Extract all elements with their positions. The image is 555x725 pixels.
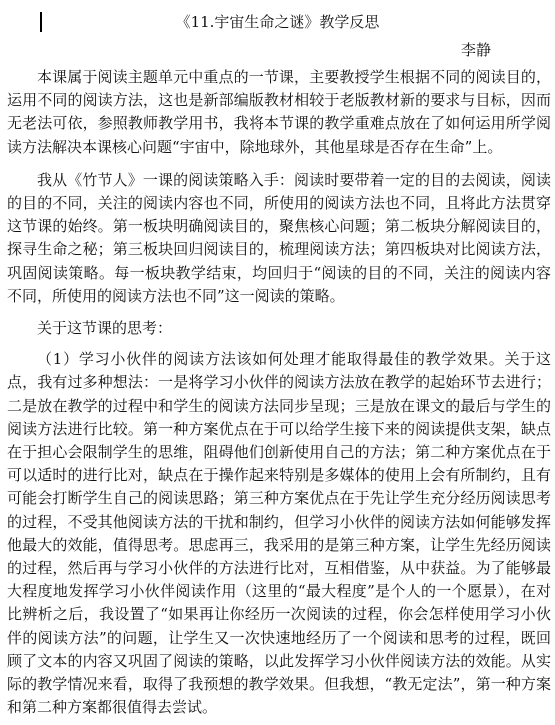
paragraph-1: 本课属于阅读主题单元中重点的一节课，主要教授学生根据不同的阅读目的，运用不同的阅读方法，这也是新部编版教材相较于老版教材新的要求与目标，因而无老法可依，参照教师教学用书，我将本节课的教学重难点放在了如何运用所学阅读方法解决本课核心问题“宇宙中，除地球外，其他星球是否存在生命”上。 <box>7 68 551 156</box>
paragraph-3: 关于这节课的思考： <box>37 319 173 338</box>
document-title: 《11.宇宙生命之谜》教学反思 <box>175 13 380 31</box>
document-author: 李静 <box>460 41 491 59</box>
document-body <box>7 66 551 719</box>
paragraph-2: 我从《竹节人》一课的阅读策略入手：阅读时要带着一定的目的去阅读，阅读的目的不同，关注的阅读内容也不同，所使用的阅读方法也不同，且将此方法贯穿这节课的始终。第一板块明确阅读目的，聚焦核心问题；第二板块分解阅读目的，探寻生命之秘；第三板块回归阅读目的，梳理阅读方法；第四板块对比阅读方法，巩固阅读策略。每一板块教学结束，均回归于“阅读的目的不同，关注的阅读内容不同，所使用的阅读方法也不同”这一阅读的策略。 <box>7 170 551 305</box>
paragraph-4: （1）学习小伙伴的阅读方法该如何处理才能取得最佳的教学效果。关于这点，我有过多种想法：一是将学习小伙伴的阅读方法放在教学的起始环节去进行；二是放在教学的过程中和学生的阅读方法同步呈现；三是放在课文的最后与学生的阅读方法进行比较。第一种方案优点在于可以给学生接下来的阅读提供支架，缺点在于担心会限制学生的思维，阻碍他们创新使用自己的方法；第二种方案优点在于可以适时的进行比对，缺点在于操作起来特别是多媒体的使用上会有所制约，且有可能会打断学生自己的阅读思路；第三种方案优点在于先让学生充分经历阅读思考的过程，不受其他阅读方法的干扰和制约，但学习小伙伴的阅读方法如何能够发挥他最大的效能，值得思考。思虑再三，我采用的是第三种方案，让学生先经历阅读的过程，然后再与学习小伙伴的方法进行比对，互相借鉴，从中获益。为了能够最大程度地发挥学习小伙伴阅读作用（这里的“最大程度”是个人的一个愿景），在对比辨析之后，我设置了“如果再让你经历一次阅读的过程，你会怎样使用学习小伙伴的阅读方法”的问题，让学生又一次快速地经历了一个阅读和思考的过程，既回顾了文本的内容又巩固了阅读的策略，以此发挥学习小伙伴阅读方法的效能。从实际的教学情况来看，取得了我预想的教学效果。但我想，“教无定法”，第一种方案和第二种方案都很值得去尝试。 <box>7 350 551 717</box>
